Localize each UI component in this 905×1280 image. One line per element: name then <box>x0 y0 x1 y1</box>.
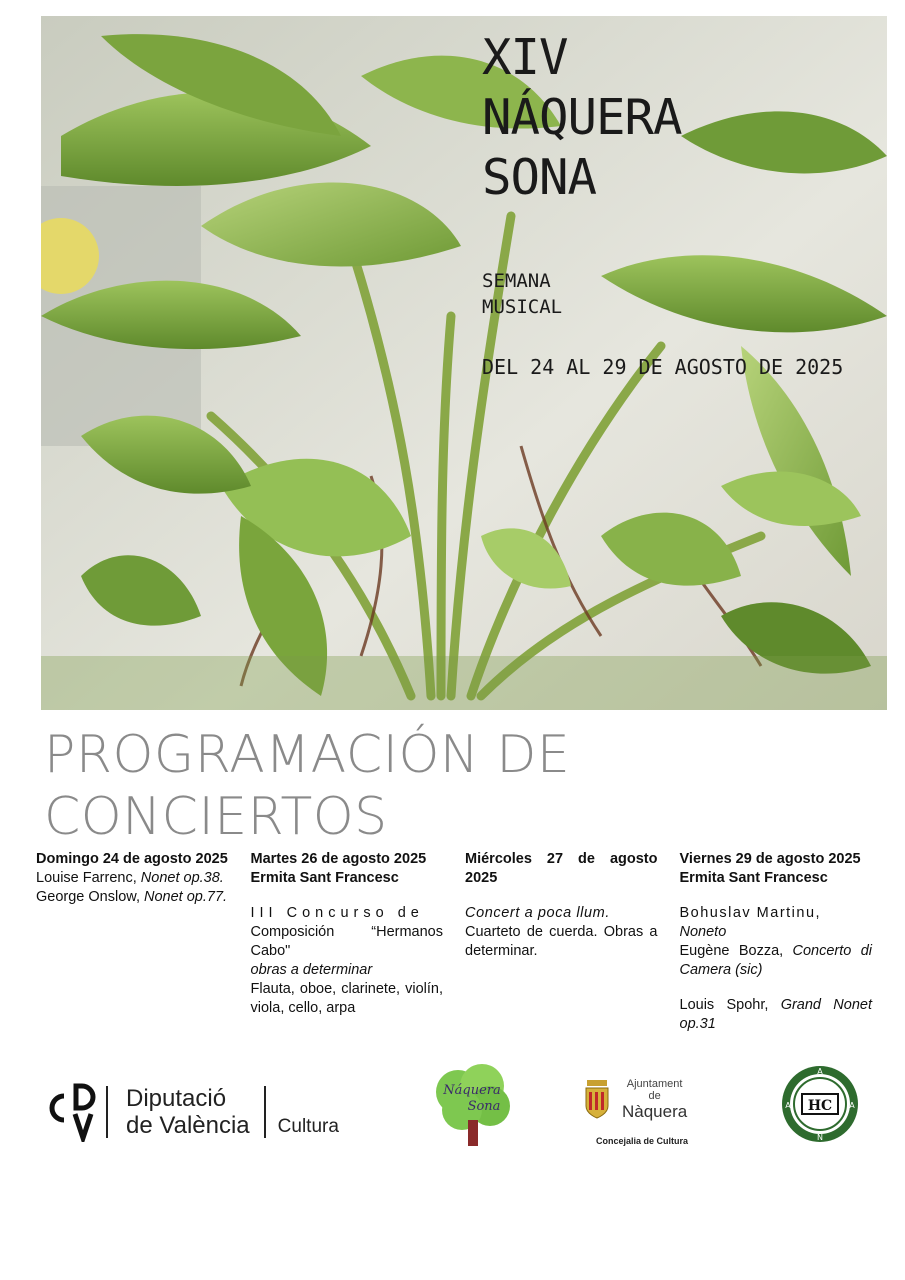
concert-column-1 <box>36 850 229 1034</box>
concert-2-line-2: Composición “Hermanos Cabo" <box>250 924 443 959</box>
hc-top-letter: A <box>817 1067 823 1076</box>
concert-4-work-3: Louis Spohr, Grand Nonet op.31 <box>679 997 872 1032</box>
concert-2-line-4: Flauta, oboe, clarinete, violín, viola, cello, arpa <box>250 981 443 1016</box>
naquera-sona-tree-logo <box>432 1062 514 1148</box>
concert-2-line-1: III Concurso de <box>250 905 424 921</box>
diputacio-valencia-logo <box>48 1082 339 1142</box>
concert-3-line-1: Concert a poca llum. <box>465 905 610 921</box>
concerts-grid <box>36 850 872 1034</box>
ajuntament-naquera-logo <box>582 1076 702 1150</box>
hc-text: HC <box>807 1098 833 1114</box>
concert-3-date: Miércoles 27 de agosto 2025 <box>465 851 658 886</box>
sponsor-logos <box>0 1058 905 1168</box>
programacion-heading <box>44 724 570 848</box>
dv-line-2: de València <box>126 1112 250 1139</box>
concert-2-date: Martes 26 de agosto 2025 <box>250 851 427 867</box>
dv-divider-2 <box>264 1086 266 1138</box>
dv-cultura: Cultura <box>277 1116 339 1137</box>
concert-2-venue: Ermita Sant Francesc <box>250 870 399 886</box>
ajuntament-text <box>622 1078 687 1122</box>
concert-1-work-1: Louise Farrenc, Nonet op.38. <box>36 870 224 886</box>
dv-text <box>126 1085 250 1139</box>
subtitle-line-1: SEMANA <box>482 270 551 292</box>
concert-1-work-2: George Onslow, Nonet op.77. <box>36 889 228 905</box>
concejalia-cultura: Concejalia de Cultura <box>596 1136 689 1146</box>
festival-title: XIV NÁQUERA SONA <box>482 29 682 206</box>
dv-divider-1 <box>106 1086 108 1138</box>
coat-of-arms-icon <box>584 1080 610 1120</box>
festival-dates: DEL 24 AL 29 DE AGOSTO DE 2025 <box>482 355 844 379</box>
concert-1-date: Domingo 24 de agosto 2025 <box>36 851 228 867</box>
programacion-line-2: CONCIERTOS <box>44 787 388 847</box>
tree-text-2: Sona <box>467 1099 501 1114</box>
concert-column-4 <box>680 850 873 1034</box>
ajt-line-1: Ajuntament <box>626 1078 683 1090</box>
ajt-line-3: Nàquera <box>622 1102 688 1121</box>
subtitle-line-2: MUSICAL <box>482 296 563 318</box>
tree-text-1: Náquera <box>443 1083 501 1098</box>
festival-subtitle <box>482 268 562 320</box>
dv-mark-icon <box>48 1082 98 1142</box>
hermanos-cabo-logo <box>780 1064 860 1144</box>
concert-2-line-3: obras a determinar <box>250 962 373 978</box>
concert-4-work-2: Eugène Bozza, Concerto di Camera (sic) <box>679 943 872 978</box>
concert-column-2 <box>251 850 444 1034</box>
concert-4-work-1-title: Noneto <box>679 924 727 940</box>
concert-3-line-2: Cuarteto de cuerda. Obras a determinar. <box>465 924 658 959</box>
concert-4-work-1-composer: Bohuslav Martinu, <box>679 905 822 921</box>
programacion-line-1: PROGRAMACIÓN DE <box>44 725 571 785</box>
festival-title-block <box>482 28 682 208</box>
ajt-line-2: de <box>648 1090 661 1102</box>
hc-bottom-letter: N <box>817 1133 823 1142</box>
concert-4-venue: Ermita Sant Francesc <box>679 870 828 886</box>
concert-4-date: Viernes 29 de agosto 2025 <box>679 851 861 867</box>
concert-column-3 <box>465 850 658 1034</box>
hc-right-letter: A <box>849 1101 855 1110</box>
dv-line-1: Diputació <box>126 1085 227 1112</box>
hc-left-letter: A <box>785 1101 791 1110</box>
